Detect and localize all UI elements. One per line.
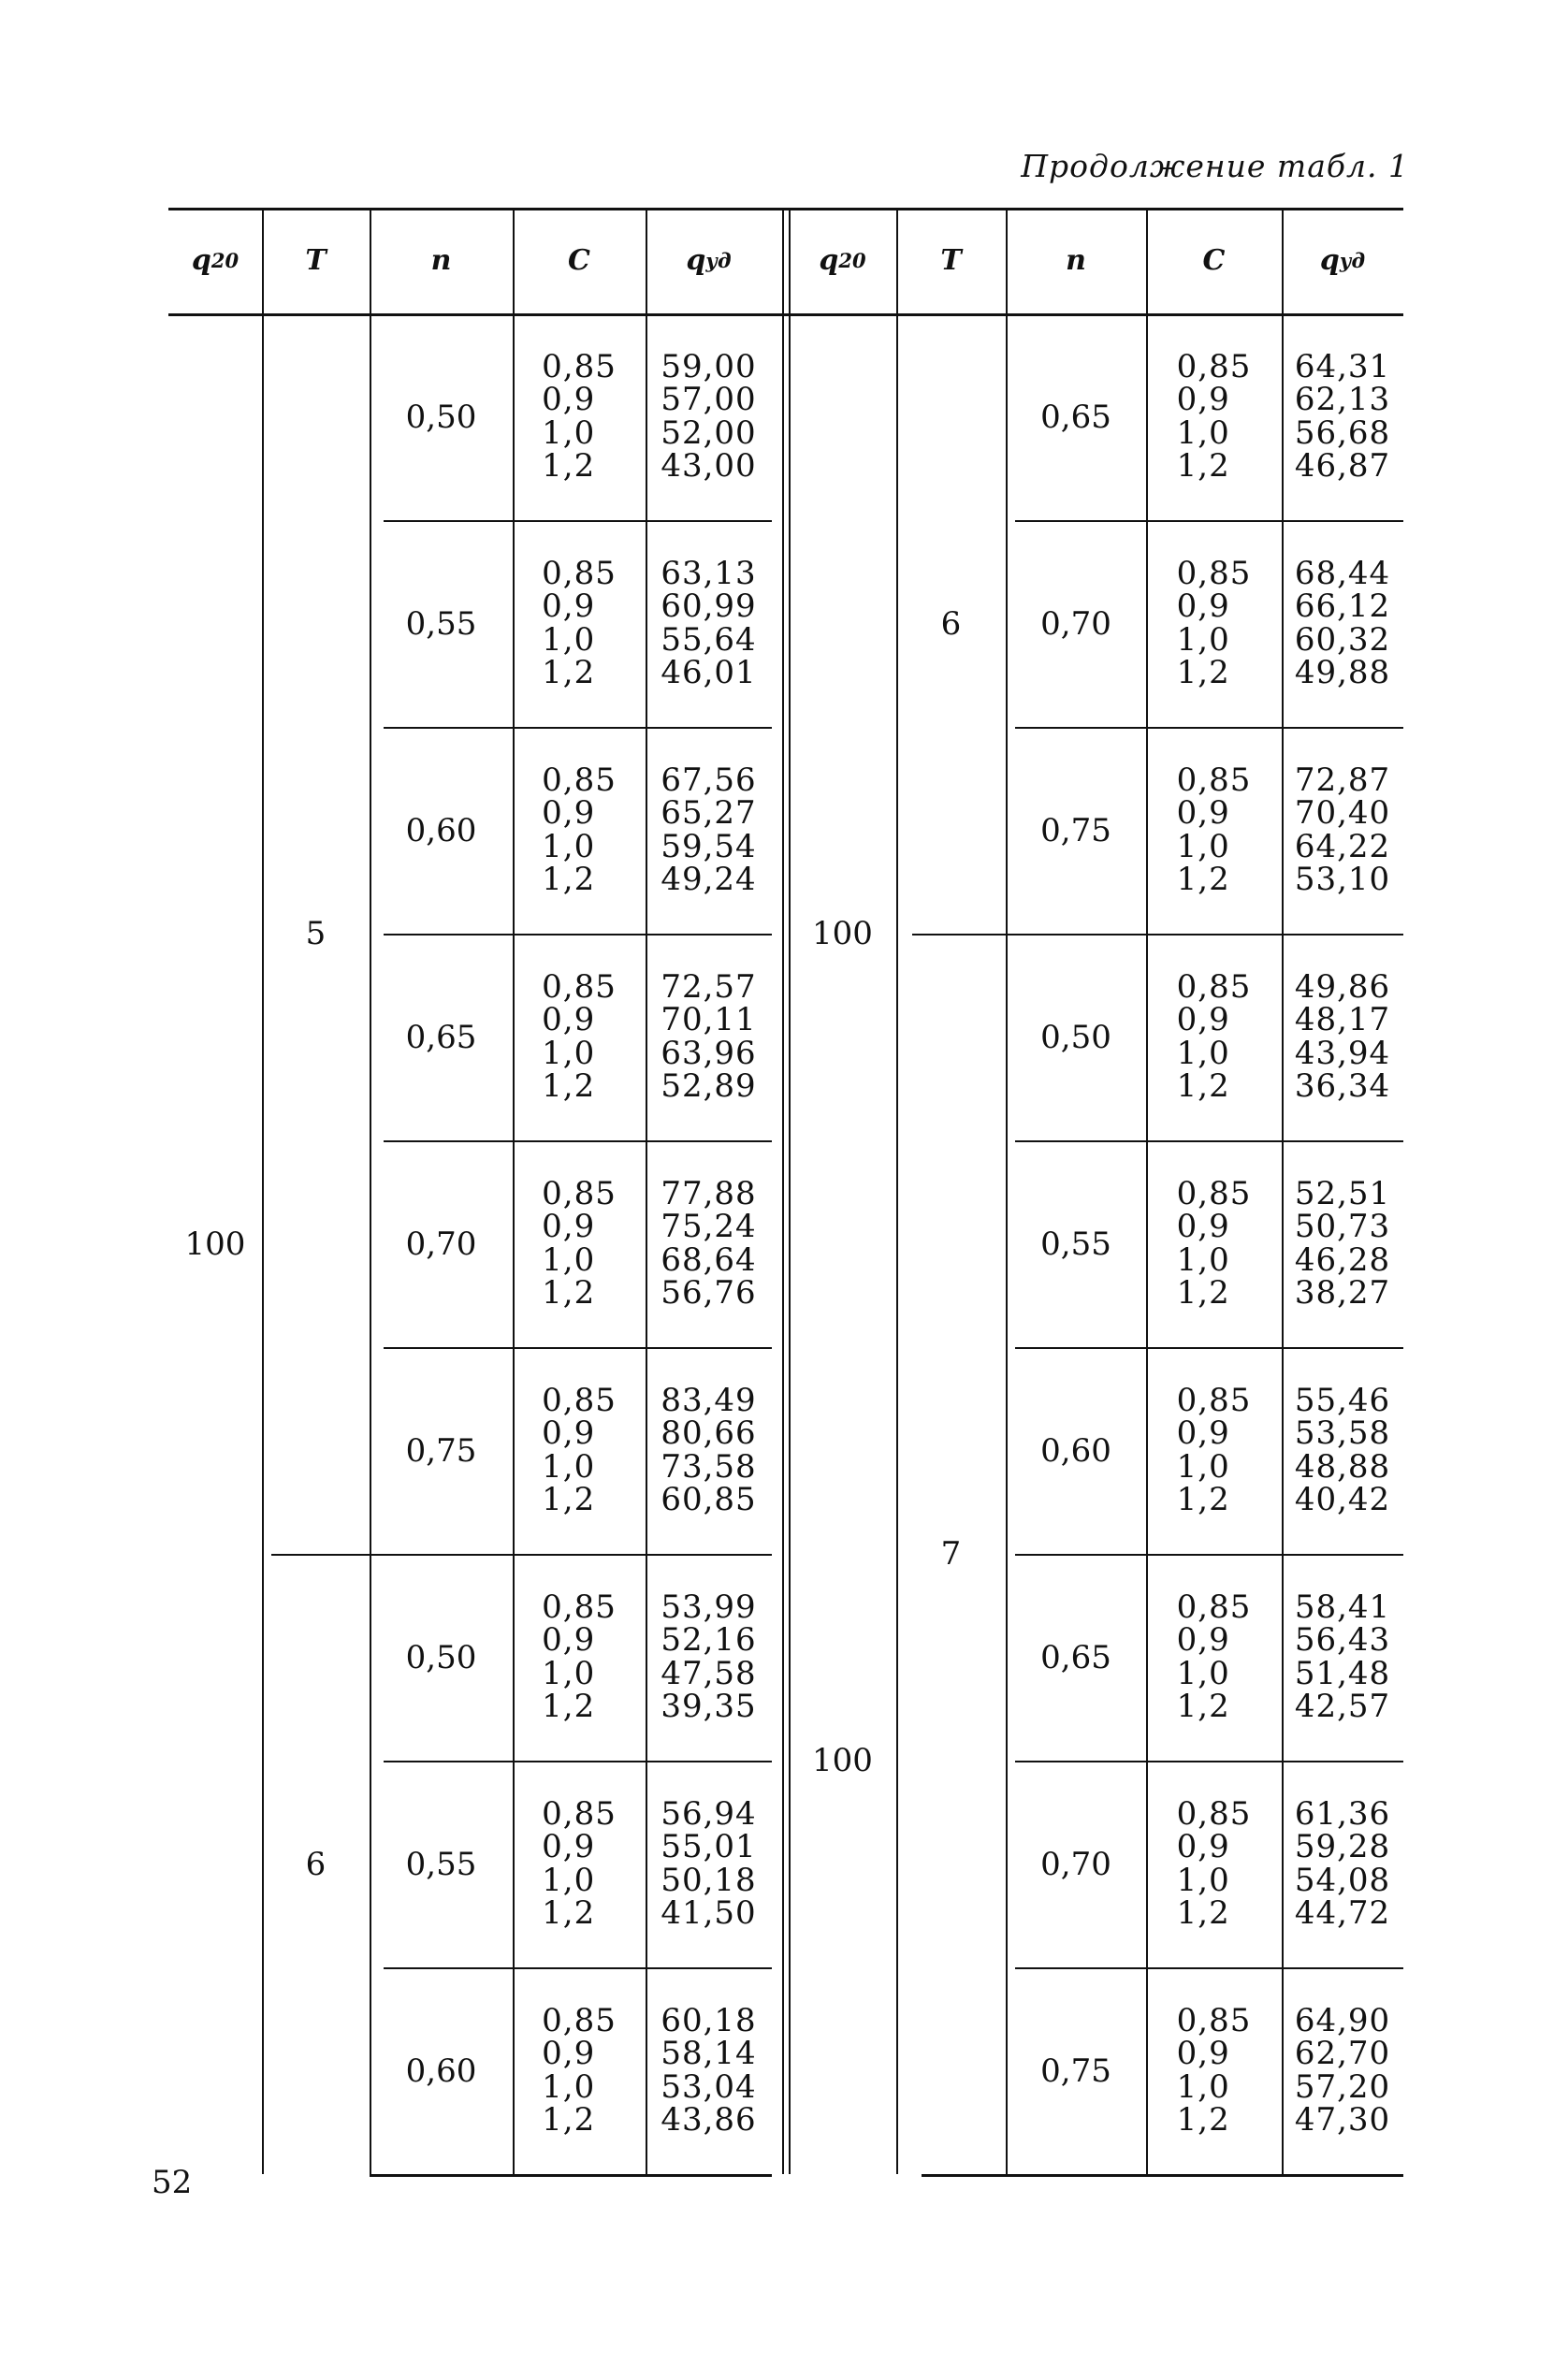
qud-column-left-value: 43,00 xyxy=(661,447,757,485)
c-column-left-value: 0,85 xyxy=(542,1588,617,1626)
qud-column-left xyxy=(646,1967,772,2174)
c-column-left-value: 1,0 xyxy=(542,1861,596,1899)
qud-column-left-value: 65,27 xyxy=(661,794,757,832)
qud-column-left-value: 63,96 xyxy=(661,1034,757,1072)
qud-column-right-value: 36,34 xyxy=(1294,1067,1391,1105)
n-value-right: 0,50 xyxy=(1040,1018,1111,1056)
header-qud-left-main: q xyxy=(686,243,706,277)
c-column-left-value: 1,0 xyxy=(542,620,596,659)
c-column-right-value: 1,2 xyxy=(1176,447,1230,485)
qud-column-left-values xyxy=(661,1174,757,1312)
c-column-right-value: 0,9 xyxy=(1176,794,1230,832)
c-column-right-value: 1,0 xyxy=(1176,620,1230,659)
c-column-left-values xyxy=(542,347,617,485)
c-column-left-value: 1,0 xyxy=(542,1447,596,1486)
block-divider-right xyxy=(1015,1967,1403,1969)
qud-column-right-values xyxy=(1294,1381,1391,1518)
qud-column-right xyxy=(1282,1761,1403,1967)
qud-column-right-value: 38,27 xyxy=(1294,1274,1391,1312)
c-column-left-value: 0,85 xyxy=(542,347,617,385)
c-column-right-value: 1,2 xyxy=(1176,654,1230,691)
c-column-left-value: 0,9 xyxy=(542,381,596,418)
block-divider-left xyxy=(384,1761,772,1762)
qud-column-right-value: 48,88 xyxy=(1294,1447,1391,1486)
qud-column-right xyxy=(1282,313,1403,520)
qud-column-left-value: 47,58 xyxy=(661,1654,757,1692)
qud-column-right-values xyxy=(1294,967,1391,1105)
qud-column-right-value: 61,36 xyxy=(1294,1794,1391,1833)
qud-column-right-value: 51,48 xyxy=(1294,1654,1391,1692)
c-column-right xyxy=(1146,1347,1282,1554)
c-column-right-value: 1,0 xyxy=(1176,1240,1230,1279)
n-value-left: 0,55 xyxy=(405,1845,477,1883)
c-column-left-values xyxy=(542,1381,617,1518)
header-q20-left-subscript: 20 xyxy=(211,248,240,272)
c-column-right-value: 0,9 xyxy=(1176,1828,1230,1865)
qud-column-right-value: 42,57 xyxy=(1294,1688,1391,1725)
n-value-right: 0,70 xyxy=(1040,604,1111,643)
block-divider-right xyxy=(1015,1554,1403,1556)
c-column-right xyxy=(1146,934,1282,1140)
qud-column-left-values xyxy=(661,347,757,485)
c-column-left-value: 1,2 xyxy=(542,1274,596,1312)
c-column-right-values xyxy=(1176,2001,1252,2139)
qud-column-right-values xyxy=(1294,1588,1391,1725)
qud-column-left-value: 53,04 xyxy=(661,2067,757,2106)
qud-column-left-values xyxy=(661,2001,757,2139)
qud-column-left-value: 73,58 xyxy=(661,1447,757,1486)
qud-column-right-value: 59,28 xyxy=(1294,1828,1391,1865)
c-column-right-value: 1,0 xyxy=(1176,1447,1230,1486)
c-column-left-value: 1,2 xyxy=(542,2101,596,2139)
c-column-left-value: 0,9 xyxy=(542,1208,596,1245)
c-column-left-value: 0,85 xyxy=(542,2001,617,2039)
qud-column-right-value: 46,87 xyxy=(1294,447,1391,485)
n-value-left: 0,65 xyxy=(405,1018,477,1056)
c-column-right-value: 1,2 xyxy=(1176,861,1230,898)
qud-column-left-values xyxy=(661,1794,757,1932)
n-value-right: 0,70 xyxy=(1040,1845,1111,1883)
n-value-right: 0,75 xyxy=(1040,811,1111,849)
qud-column-left-value: 52,89 xyxy=(661,1067,757,1105)
header-t-left-main: T xyxy=(305,243,327,277)
block-divider-left xyxy=(384,727,772,729)
header-q20-right-subscript: 20 xyxy=(838,248,866,272)
qud-column-right-values xyxy=(1294,554,1391,691)
t-group-left-5: 5 xyxy=(305,915,327,952)
qud-column-right-values xyxy=(1294,1174,1391,1312)
qud-column-right-value: 70,40 xyxy=(1294,794,1391,832)
c-column-right xyxy=(1146,1761,1282,1967)
header-qud-left-subscript: уд xyxy=(705,248,732,272)
c-column-right-value: 1,2 xyxy=(1176,1274,1230,1312)
qud-column-right-value: 62,13 xyxy=(1294,381,1391,418)
header-qud-left xyxy=(646,208,772,313)
qud-column-left-value: 60,18 xyxy=(661,2001,757,2039)
qud-column-right-value: 66,12 xyxy=(1294,587,1391,625)
header-qud-right xyxy=(1282,208,1403,313)
qud-column-right-value: 49,88 xyxy=(1294,654,1391,691)
qud-column-right xyxy=(1282,1140,1403,1347)
c-column-left xyxy=(513,1347,646,1554)
n-value-right: 0,65 xyxy=(1040,398,1111,436)
qud-column-right-value: 44,72 xyxy=(1294,1894,1391,1932)
qud-column-right-value: 40,42 xyxy=(1294,1481,1391,1518)
qud-column-right xyxy=(1282,1347,1403,1554)
c-column-left-value: 0,9 xyxy=(542,1621,596,1659)
qud-column-left-values xyxy=(661,967,757,1105)
c-column-right xyxy=(1146,727,1282,934)
qud-column-right xyxy=(1282,520,1403,727)
block-divider-left xyxy=(384,1967,772,1969)
n-value-left: 0,55 xyxy=(405,604,477,643)
qud-column-left-value: 83,49 xyxy=(661,1381,757,1419)
c-column-right-value: 0,85 xyxy=(1176,761,1252,799)
qud-column-left-value: 39,35 xyxy=(661,1688,757,1725)
c-column-left xyxy=(513,1967,646,2174)
n-value-left: 0,70 xyxy=(405,1225,477,1263)
c-column-right-values xyxy=(1176,761,1252,898)
header-n-left xyxy=(370,208,513,313)
qud-column-left-value: 52,16 xyxy=(661,1621,757,1659)
qud-column-left-value: 55,64 xyxy=(661,620,757,659)
n-value-left: 0,50 xyxy=(405,1638,477,1676)
qud-column-left-value: 60,85 xyxy=(661,1481,757,1518)
qud-column-right-values xyxy=(1294,1794,1391,1932)
qud-column-left xyxy=(646,313,772,520)
qud-column-left-value: 56,76 xyxy=(661,1274,757,1312)
c-column-right-values xyxy=(1176,967,1252,1105)
c-column-right-value: 0,85 xyxy=(1176,1794,1252,1833)
qud-column-right-value: 56,43 xyxy=(1294,1621,1391,1659)
table-caption: Продолжение табл. 1 xyxy=(1021,148,1409,184)
n-value-left: 0,60 xyxy=(405,811,477,849)
c-column-right-value: 1,2 xyxy=(1176,1688,1230,1725)
c-column-left-values xyxy=(542,1794,617,1932)
block-divider-right xyxy=(1015,727,1403,729)
c-column-left-value: 0,85 xyxy=(542,967,617,1006)
qud-column-left-value: 56,94 xyxy=(661,1794,757,1833)
qud-column-left-value: 80,66 xyxy=(661,1414,757,1452)
c-column-left-value: 1,2 xyxy=(542,1688,596,1725)
qud-column-right xyxy=(1282,727,1403,934)
c-column-left-value: 0,9 xyxy=(542,2035,596,2072)
c-column-right-value: 1,2 xyxy=(1176,1894,1230,1932)
c-column-right-values xyxy=(1176,347,1252,485)
qud-column-right-value: 47,30 xyxy=(1294,2101,1391,2139)
c-column-right-values xyxy=(1176,554,1252,691)
c-column-left-value: 0,9 xyxy=(542,1828,596,1865)
qud-column-left xyxy=(646,1554,772,1761)
c-column-right-value: 0,85 xyxy=(1176,1381,1252,1419)
c-column-right xyxy=(1146,1967,1282,2174)
c-column-left-value: 0,85 xyxy=(542,554,617,592)
qud-column-left-value: 60,99 xyxy=(661,587,757,625)
qud-column-right-values xyxy=(1294,761,1391,898)
header-n-right-main: n xyxy=(1066,243,1086,277)
qud-column-left-value: 70,11 xyxy=(661,1001,757,1038)
c-column-right xyxy=(1146,1554,1282,1761)
c-column-left-value: 1,2 xyxy=(542,1894,596,1932)
c-column-right-value: 0,9 xyxy=(1176,381,1230,418)
header-qud-right-main: q xyxy=(1319,243,1340,277)
c-column-left-value: 1,2 xyxy=(542,861,596,898)
c-column-left-value: 0,9 xyxy=(542,794,596,832)
qud-column-left-values xyxy=(661,1588,757,1725)
header-q20-right-main: q xyxy=(819,243,839,277)
n-value-right: 0,75 xyxy=(1040,2052,1111,2090)
c-column-left-value: 0,85 xyxy=(542,1794,617,1833)
c-column-right-value: 0,9 xyxy=(1176,1001,1230,1038)
c-column-left-value: 0,85 xyxy=(542,1174,617,1212)
block-divider-left xyxy=(384,520,772,522)
q20-value-left: 100 xyxy=(184,1225,246,1263)
c-column-right-value: 0,85 xyxy=(1176,2001,1252,2039)
c-column-right-value: 0,9 xyxy=(1176,587,1230,625)
qud-column-right xyxy=(1282,1967,1403,2174)
qud-column-left-value: 63,13 xyxy=(661,554,757,592)
block-divider-left xyxy=(384,1140,772,1142)
n-value-right: 0,65 xyxy=(1040,1638,1111,1676)
qud-column-right xyxy=(1282,1554,1403,1761)
n-value-right: 0,60 xyxy=(1040,1431,1111,1470)
c-column-right-value: 0,9 xyxy=(1176,1621,1230,1659)
qud-column-left-value: 55,01 xyxy=(661,1828,757,1865)
c-column-right-value: 0,85 xyxy=(1176,1174,1252,1212)
c-column-left-value: 1,2 xyxy=(542,654,596,691)
c-column-left-value: 1,0 xyxy=(542,827,596,865)
c-column-right-values xyxy=(1176,1174,1252,1312)
page-number: 52 xyxy=(152,2164,193,2201)
bottom-rule-right xyxy=(922,2174,1403,2177)
c-column-right-values xyxy=(1176,1381,1252,1518)
c-column-left-values xyxy=(542,1588,617,1725)
c-column-left xyxy=(513,727,646,934)
c-column-right-values xyxy=(1176,1794,1252,1932)
qud-column-right-value: 53,58 xyxy=(1294,1414,1391,1452)
qud-column-right-value: 52,51 xyxy=(1294,1174,1391,1212)
c-column-left xyxy=(513,1761,646,1967)
c-column-left-values xyxy=(542,554,617,691)
c-column-left-value: 1,2 xyxy=(542,1067,596,1105)
header-c-left xyxy=(513,208,646,313)
qud-column-left-value: 52,00 xyxy=(661,413,757,452)
c-column-left-value: 0,85 xyxy=(542,1381,617,1419)
block-divider-right xyxy=(1015,1347,1403,1349)
c-column-right-value: 0,9 xyxy=(1176,1208,1230,1245)
qud-column-left-value: 49,24 xyxy=(661,861,757,898)
q20-group-right-a: 100 xyxy=(812,915,873,952)
c-column-right-value: 1,2 xyxy=(1176,1481,1230,1518)
header-c-right xyxy=(1146,208,1282,313)
qud-column-right-value: 55,46 xyxy=(1294,1381,1391,1419)
header-t-right-main: T xyxy=(940,243,962,277)
c-column-left xyxy=(513,934,646,1140)
qud-column-right-values xyxy=(1294,2001,1391,2139)
header-q20-left-main: q xyxy=(191,243,211,277)
qud-column-right-value: 53,10 xyxy=(1294,861,1391,898)
qud-column-left xyxy=(646,1761,772,1967)
c-column-left-value: 1,0 xyxy=(542,1034,596,1072)
qud-column-left-value: 68,64 xyxy=(661,1240,757,1279)
c-column-right-value: 1,2 xyxy=(1176,2101,1230,2139)
c-column-left-values xyxy=(542,967,617,1105)
header-t-right xyxy=(896,208,1006,313)
qud-column-right-value: 72,87 xyxy=(1294,761,1391,799)
block-divider-right xyxy=(1015,1140,1403,1142)
qud-column-left-value: 41,50 xyxy=(661,1894,757,1932)
qud-column-left xyxy=(646,727,772,934)
c-column-left-value: 0,85 xyxy=(542,761,617,799)
c-column-right xyxy=(1146,520,1282,727)
qud-column-left-values xyxy=(661,554,757,691)
block-divider-right xyxy=(1015,520,1403,522)
header-q20-left xyxy=(168,208,262,313)
qud-column-right-value: 58,41 xyxy=(1294,1588,1391,1626)
c-column-left-value: 0,9 xyxy=(542,587,596,625)
qud-column-left-values xyxy=(661,761,757,898)
qud-column-left xyxy=(646,934,772,1140)
qud-column-left-value: 43,86 xyxy=(661,2101,757,2139)
qud-column-right-value: 56,68 xyxy=(1294,413,1391,452)
qud-column-left-value: 57,00 xyxy=(661,381,757,418)
c-column-left-value: 0,9 xyxy=(542,1001,596,1038)
qud-column-left xyxy=(646,520,772,727)
t-group-right-6: 6 xyxy=(940,604,962,643)
qud-column-right-value: 43,94 xyxy=(1294,1034,1391,1072)
qud-column-left xyxy=(646,1140,772,1347)
c-column-left-value: 0,9 xyxy=(542,1414,596,1452)
c-column-left-value: 1,0 xyxy=(542,1240,596,1279)
qud-column-right-value: 48,17 xyxy=(1294,1001,1391,1038)
qud-column-left-value: 50,18 xyxy=(661,1861,757,1899)
qud-column-right-value: 46,28 xyxy=(1294,1240,1391,1279)
c-column-right-value: 1,2 xyxy=(1176,1067,1230,1105)
qud-column-left-value: 58,14 xyxy=(661,2035,757,2072)
n-value-left: 0,60 xyxy=(405,2052,477,2090)
n-value-left: 0,75 xyxy=(405,1431,477,1470)
n-value-right: 0,55 xyxy=(1040,1225,1111,1263)
qud-column-right-value: 64,90 xyxy=(1294,2001,1391,2039)
c-column-right-values xyxy=(1176,1588,1252,1725)
qud-column-left-value: 77,88 xyxy=(661,1174,757,1212)
qud-column-left-value: 67,56 xyxy=(661,761,757,799)
qud-column-right-value: 64,31 xyxy=(1294,347,1391,385)
qud-column-left-value: 59,00 xyxy=(661,347,757,385)
header-t-left xyxy=(262,208,370,313)
c-column-right-value: 1,0 xyxy=(1176,2067,1230,2106)
t-group-right-7: 7 xyxy=(940,1535,962,1573)
qud-column-left-value: 72,57 xyxy=(661,967,757,1006)
c-column-right-value: 1,0 xyxy=(1176,1861,1230,1899)
c-column-right-value: 0,9 xyxy=(1176,1414,1230,1452)
c-column-right-value: 0,85 xyxy=(1176,967,1252,1006)
c-column-left-value: 1,2 xyxy=(542,1481,596,1518)
c-column-left-values xyxy=(542,2001,617,2139)
c-column-right xyxy=(1146,313,1282,520)
qud-column-left-values xyxy=(661,1381,757,1518)
header-c-right-main: C xyxy=(1202,243,1226,277)
c-column-left-value: 1,0 xyxy=(542,413,596,452)
qud-column-left xyxy=(646,1347,772,1554)
qud-column-left-value: 46,01 xyxy=(661,654,757,691)
qud-column-right-value: 57,20 xyxy=(1294,2067,1391,2106)
qud-column-left-value: 59,54 xyxy=(661,827,757,865)
bottom-rule-left xyxy=(370,2174,772,2177)
qud-column-left-value: 53,99 xyxy=(661,1588,757,1626)
qud-column-right-value: 50,73 xyxy=(1294,1208,1391,1245)
c-column-right-value: 1,0 xyxy=(1176,827,1230,865)
qud-column-left-value: 75,24 xyxy=(661,1208,757,1245)
qud-column-right-value: 62,70 xyxy=(1294,2035,1391,2072)
header-q20-right xyxy=(789,208,896,313)
c-column-left-values xyxy=(542,761,617,898)
c-column-right-value: 1,0 xyxy=(1176,1034,1230,1072)
q20-group-right-b: 100 xyxy=(812,1742,873,1779)
c-column-left xyxy=(513,1554,646,1761)
c-column-left-value: 1,2 xyxy=(542,447,596,485)
t-group-left-6: 6 xyxy=(305,1845,327,1883)
qud-column-right-value: 60,32 xyxy=(1294,620,1391,659)
c-column-right-value: 1,0 xyxy=(1176,413,1230,452)
c-column-left xyxy=(513,520,646,727)
qud-column-right-value: 54,08 xyxy=(1294,1861,1391,1899)
c-column-left xyxy=(513,1140,646,1347)
qud-column-right xyxy=(1282,934,1403,1140)
c-column-right-value: 0,9 xyxy=(1176,2035,1230,2072)
qud-column-right-value: 68,44 xyxy=(1294,554,1391,592)
block-divider-right xyxy=(1015,1761,1403,1762)
c-column-right-value: 0,85 xyxy=(1176,347,1252,385)
block-divider-left xyxy=(384,934,772,935)
header-n-left-main: n xyxy=(430,243,452,277)
qud-column-right-value: 49,86 xyxy=(1294,967,1391,1006)
c-column-right xyxy=(1146,1140,1282,1347)
c-column-right-value: 0,85 xyxy=(1176,554,1252,592)
c-column-right-value: 0,85 xyxy=(1176,1588,1252,1626)
c-column-left xyxy=(513,313,646,520)
header-qud-right-subscript: уд xyxy=(1339,248,1366,272)
center-double-rule-a xyxy=(782,208,784,2174)
n-value-left: 0,50 xyxy=(405,398,477,436)
c-column-left-values xyxy=(542,1174,617,1312)
qud-column-right-value: 64,22 xyxy=(1294,827,1391,865)
header-c-left-main: C xyxy=(568,243,590,277)
header-n-right xyxy=(1006,208,1146,313)
c-column-left-value: 1,0 xyxy=(542,1654,596,1692)
c-column-right-value: 1,0 xyxy=(1176,1654,1230,1692)
qud-column-right-values xyxy=(1294,347,1391,485)
c-column-left-value: 1,0 xyxy=(542,2067,596,2106)
block-divider-left xyxy=(384,1347,772,1349)
